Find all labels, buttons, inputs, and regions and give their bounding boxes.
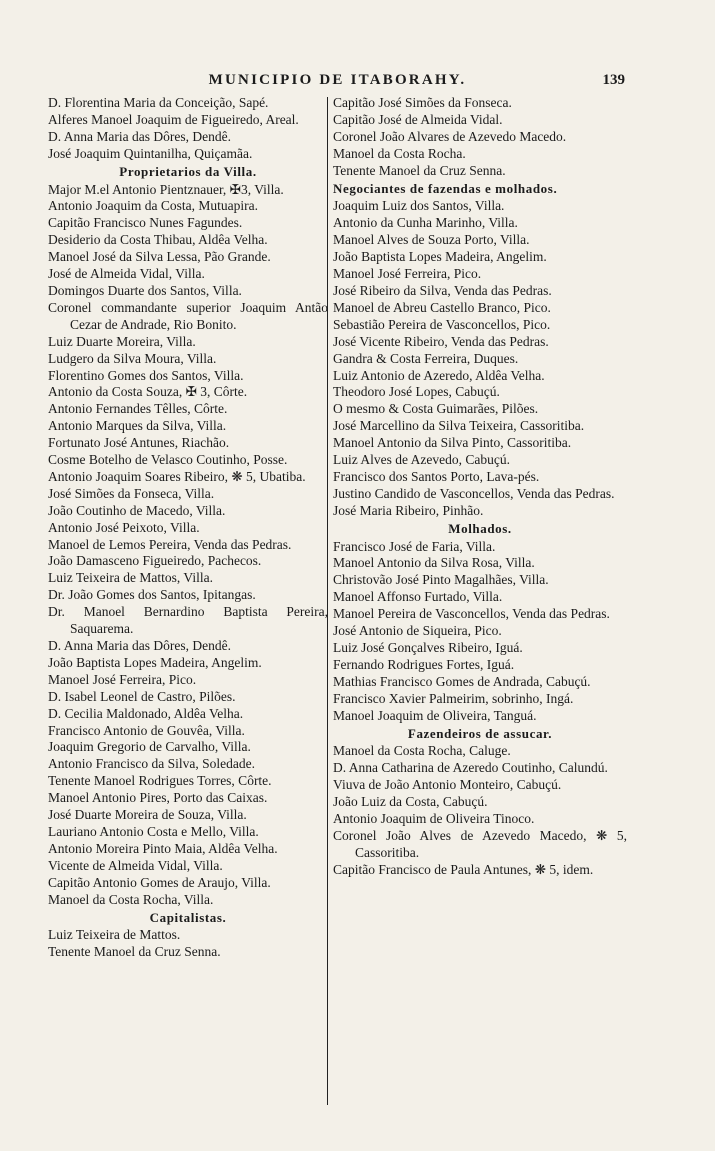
list-entry: Domingos Duarte dos Santos, Villa. (48, 282, 242, 298)
list-entry: José de Almeida Vidal, Villa. (48, 266, 205, 282)
list-entry: Antonio Francisco da Silva, Soledade. (48, 756, 255, 772)
list-entry: Capitão José Simões da Fonseca. (333, 95, 512, 110)
list-entry: Gandra & Costa Ferreira, Duques. (333, 350, 519, 366)
list-entry: D. Anna Maria das Dôres, Dendê. (48, 128, 231, 144)
list-entry: Manoel Antonio da Silva Pinto, Cassoritiba. (333, 435, 572, 451)
list-entry: Manoel Alves de Souza Porto, Villa. (333, 232, 530, 248)
list-entry: Ludgero da Silva Moura, Villa. (48, 350, 217, 366)
list-entry: Tenente Manoel da Cruz Senna. (333, 162, 506, 178)
list-entry: Dr. Manoel Bernardino Baptista Pereira, Saquarema. (48, 604, 328, 637)
section-heading-fazendeiros: Fazendeiros de assucar. (407, 725, 553, 741)
list-entry: Luiz Teixeira de Mattos. (48, 927, 181, 943)
molhados-list (333, 539, 627, 725)
list-entry: Luiz Alves de Azevedo, Cabuçú. (333, 452, 510, 468)
list-entry: Dr. João Gomes dos Santos, Ipitangas. (48, 587, 256, 603)
list-entry: Manoel José da Silva Lessa, Pão Grande. (48, 249, 271, 265)
negociantes-list (333, 198, 627, 519)
list-entry: Antonio Marques da Silva, Villa. (48, 418, 227, 434)
list-entry: Luiz José Gonçalves Ribeiro, Iguá. (333, 640, 523, 655)
section-heading-negociantes: Negociantes de fazendas e molhados. (333, 180, 558, 196)
proprietarios-list (48, 182, 328, 909)
list-entry: José Simões da Fonseca, Villa. (48, 485, 215, 501)
page-header-title: MUNICIPIO DE ITABORAHY. (208, 72, 467, 88)
list-entry: Manoel José Ferreira, Pico. (48, 671, 197, 687)
list-entry: Francisco dos Santos Porto, Lava-pés. (333, 468, 540, 484)
list-entry: João Baptista Lopes Madeira, Angelim. (333, 249, 547, 265)
list-entry: Antonio da Cunha Marinho, Villa. (333, 215, 518, 231)
list-entry: Manoel José Ferreira, Pico. (333, 266, 482, 282)
list-entry: Capitão Antonio Gomes de Araujo, Villa. (48, 874, 271, 890)
list-entry: Vicente de Almeida Vidal, Villa. (48, 857, 223, 873)
list-entry: Fernando Rodrigues Fortes, Iguá. (333, 656, 515, 672)
list-entry: João Damasceno Figueiredo, Pachecos. (48, 553, 262, 569)
list-entry: Coronel João Alvares de Azevedo Macedo. (333, 128, 567, 144)
list-entry: Antonio Moreira Pinto Maia, Aldêa Velha. (48, 840, 278, 856)
list-entry: Manoel da Costa Rocha, Caluge. (333, 743, 511, 759)
list-entry: Francisco Xavier Palmeirim, sobrinho, Ingá. (333, 690, 574, 706)
list-entry: Justino Candido de Vasconcellos, Venda das Pedras. (333, 485, 615, 501)
list-entry: Sebastião Pereira de Vasconcellos, Pico. (333, 316, 551, 332)
list-entry: Antonio Joaquim de Oliveira Tinoco. (333, 811, 535, 827)
list-entry: José Ribeiro da Silva, Venda das Pedras. (333, 282, 552, 298)
list-entry: Manoel da Costa Rocha, Villa. (48, 891, 214, 907)
list-entry: O mesmo & Costa Guimarães, Pilões. (333, 401, 539, 417)
left-column (48, 95, 328, 961)
list-entry: José Antonio de Siqueira, Pico. (333, 623, 502, 639)
page-number: 139 (602, 72, 625, 88)
section-heading-capitalistas: Capitalistas. (149, 909, 227, 925)
list-entry: Luiz Duarte Moreira, Villa. (48, 333, 196, 349)
list-entry: Francisco Antonio de Gouvêa, Villa. (48, 722, 245, 738)
list-entry: Antonio Fernandes Têlles, Côrte. (48, 401, 228, 417)
list-entry: Manoel da Costa Rocha. (333, 145, 466, 161)
list-entry: João Baptista Lopes Madeira, Angelim. (48, 654, 262, 670)
list-entry: Alferes Manoel Joaquim de Figueiredo, Areal. (48, 111, 299, 127)
right-intro-list (333, 95, 627, 180)
list-entry: Antonio Joaquim Soares Ribeiro, ❋ 5, Ubatiba. (48, 468, 306, 484)
fazendeiros-list (333, 743, 627, 878)
list-entry: José Maria Ribeiro, Pinhão. (333, 502, 484, 518)
list-entry: Manoel Antonio Pires, Porto das Caixas. (48, 790, 268, 806)
list-entry: Capitão José de Almeida Vidal. (333, 111, 503, 127)
list-entry: Luiz Teixeira de Mattos, Villa. (48, 570, 213, 586)
list-entry: Joaquim Gregorio de Carvalho, Villa. (48, 739, 251, 755)
list-entry: Christovão José Pinto Magalhães, Villa. (333, 572, 549, 588)
list-entry: D. Anna Maria das Dôres, Dendê. (48, 638, 231, 653)
list-entry: Luiz Antonio de Azeredo, Aldêa Velha. (333, 367, 545, 383)
list-entry: José Marcellino da Silva Teixeira, Cassoritiba. (333, 418, 585, 434)
list-entry: Manoel de Lemos Pereira, Venda das Pedras. (48, 536, 292, 552)
list-entry: Coronel João Alves de Azevedo Macedo, ❋ 5, Cassoritiba. (333, 827, 627, 860)
list-entry: José Vicente Ribeiro, Venda das Pedras. (333, 333, 549, 349)
list-entry: Joaquim Luiz dos Santos, Villa. (333, 198, 505, 214)
list-entry: Tenente Manoel da Cruz Senna. (48, 944, 221, 960)
list-entry: D. Isabel Leonel de Castro, Pilões. (48, 688, 236, 704)
left-intro-list (48, 95, 328, 163)
list-entry: Manoel Antonio da Silva Rosa, Villa. (333, 555, 535, 571)
list-entry: D. Florentina Maria da Conceição, Sapé. (48, 95, 269, 110)
list-entry: Tenente Manoel Rodrigues Torres, Côrte. (48, 773, 272, 789)
list-entry: Desiderio da Costa Thibau, Aldêa Velha. (48, 232, 268, 248)
list-entry: Viuva de João Antonio Monteiro, Cabuçú. (333, 777, 562, 793)
section-heading-molhados: Molhados. (448, 520, 512, 536)
list-entry: Manoel Pereira de Vasconcellos, Venda das Pedras. (333, 606, 610, 622)
list-entry: Mathias Francisco Gomes de Andrada, Cabuçú. (333, 673, 591, 689)
list-entry: Antonio José Peixoto, Villa. (48, 519, 200, 535)
list-entry: João Coutinho de Macedo, Villa. (48, 502, 226, 518)
list-entry: Theodoro José Lopes, Cabuçú. (333, 384, 500, 400)
list-entry: Manoel de Abreu Castello Branco, Pico. (333, 299, 551, 315)
list-entry: Major M.el Antonio Pientznauer, ✠3, Villa. (48, 181, 284, 197)
list-entry: D. Cecilia Maldonado, Aldêa Velha. (48, 705, 244, 721)
list-entry: Fortunato José Antunes, Riachão. (48, 435, 230, 451)
list-entry: Coronel commandante superior Joaquim Antão Cezar de Andrade, Rio Bonito. (48, 299, 328, 332)
list-entry: João Luiz da Costa, Cabuçú. (333, 794, 488, 810)
right-column (333, 95, 627, 879)
list-entry: Lauriano Antonio Costa e Mello, Villa. (48, 823, 259, 839)
list-entry: Antonio da Costa Souza, ✠ 3, Côrte. (48, 384, 248, 400)
list-entry: Manoel Affonso Furtado, Villa. (333, 589, 503, 605)
list-entry: Capitão Francisco de Paula Antunes, ❋ 5, idem. (333, 861, 594, 877)
capitalistas-list (48, 927, 328, 961)
list-entry: Antonio Joaquim da Costa, Mutuapira. (48, 198, 258, 214)
list-entry: Florentino Gomes dos Santos, Villa. (48, 367, 244, 383)
list-entry: José Joaquim Quintanilha, Quiçamãa. (48, 145, 253, 161)
list-entry: José Duarte Moreira de Souza, Villa. (48, 807, 247, 823)
section-heading-proprietarios: Proprietarios da Villa. (119, 163, 257, 179)
list-entry: D. Anna Catharina de Azeredo Coutinho, Calundú. (333, 760, 608, 776)
list-entry: Cosme Botelho de Velasco Coutinho, Posse. (48, 452, 288, 468)
list-entry: Manoel Joaquim de Oliveira, Tanguá. (333, 707, 537, 723)
list-entry: Capitão Francisco Nunes Fagundes. (48, 215, 243, 231)
list-entry: Francisco José de Faria, Villa. (333, 538, 496, 554)
